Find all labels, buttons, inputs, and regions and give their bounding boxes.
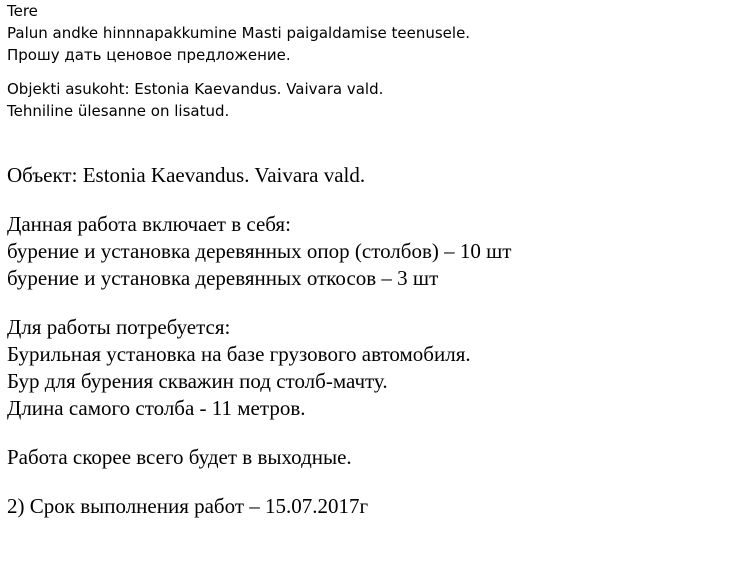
requirement-item: Бур для бурения скважин под столб-мачту.	[7, 369, 388, 393]
object-line: Объект: Estonia Kaevandus. Vaivara vald.	[7, 163, 366, 187]
requirements-paragraph	[7, 314, 732, 422]
deadline-paragraph	[7, 493, 732, 520]
specification	[7, 162, 732, 520]
schedule-note: Работа скорее всего будет в выходные.	[7, 445, 352, 469]
scope-item: бурение и установка деревянных опор (столбов) – 10 шт	[7, 239, 512, 263]
schedule-paragraph	[7, 444, 732, 471]
attachment-note: Tehniline ülesanne on lisatud.	[7, 102, 230, 120]
requirements-heading: Для работы потребуется:	[7, 315, 231, 339]
object-paragraph	[7, 162, 732, 189]
scope-item: бурение и установка деревянных откосов – 3 шт	[7, 266, 439, 290]
scope-heading: Данная работа включает в себя:	[7, 212, 291, 236]
email-body	[7, 0, 732, 542]
request-russian: Прошу дать ценовое предложение.	[7, 46, 291, 64]
message-intro	[7, 0, 732, 122]
deadline-line: 2) Срок выполнения работ – 15.07.2017г	[7, 494, 369, 518]
requirement-item: Длина самого столба - 11 метров.	[7, 396, 306, 420]
request-estonian: Palun andke hinnnapakkumine Masti paigaldamise teenusele.	[7, 24, 471, 42]
paragraph-spacer	[7, 66, 732, 78]
requirement-item: Бурильная установка на базе грузового автомобиля.	[7, 342, 471, 366]
location-line: Objekti asukoht: Estonia Kaevandus. Vaivara vald.	[7, 80, 384, 98]
scope-paragraph	[7, 211, 732, 292]
greeting: Tere	[7, 2, 38, 20]
